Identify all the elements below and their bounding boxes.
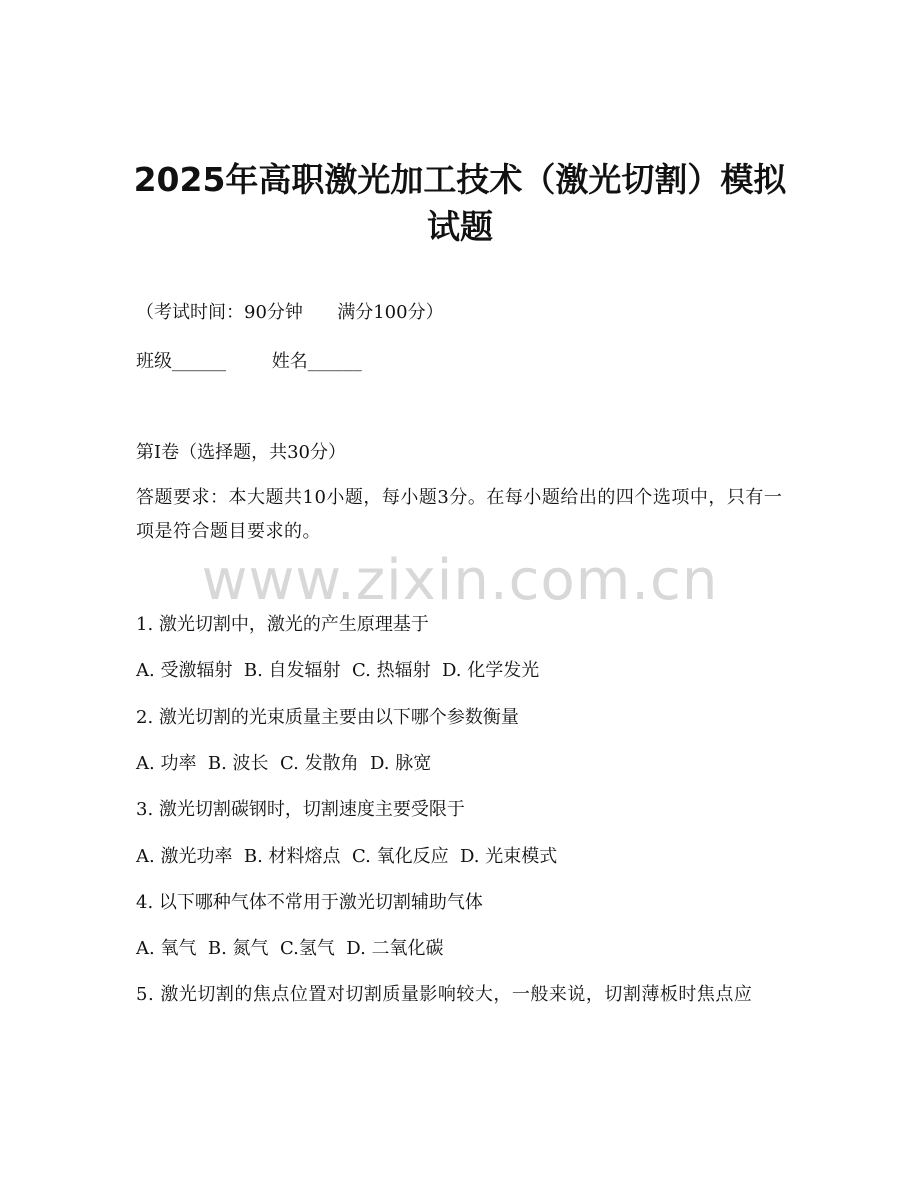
document-title-line-1: 2025年高职激光加工技术（激光切割）模拟 — [133, 160, 787, 199]
exam-time-score: （考试时间：90分钟 满分100分） — [136, 302, 444, 323]
question-1-options: A. 受激辐射 B. 自发辐射 C. 热辐射 D. 化学发光 — [136, 660, 540, 681]
question-4-stem: 4. 以下哪种气体不常用于激光切割辅助气体 — [136, 892, 483, 913]
document-title-line-2: 试题 — [427, 207, 493, 246]
question-1-stem: 1. 激光切割中，激光的产生原理基于 — [136, 614, 429, 635]
question-5-stem: 5. 激光切割的焦点位置对切割质量影响较大，一般来说，切割薄板时焦点应 — [136, 984, 753, 1005]
question-2-options: A. 功率 B. 波长 C. 发散角 D. 脉宽 — [136, 753, 432, 774]
section-instructions: 答题要求：本大题共10小题，每小题3分。在每小题给出的四个选项中，只有一项是符合题目要求的。 — [136, 487, 783, 542]
watermark: www.zixin.com.cn — [201, 548, 719, 613]
question-3-stem: 3. 激光切割碳钢时，切割速度主要受限于 — [136, 799, 465, 820]
class-name-fields: 班级______ 姓名______ — [136, 351, 362, 372]
section-heading: 第Ⅰ卷（选择题，共30分） — [136, 442, 347, 463]
question-4-options: A. 氧气 B. 氮气 C.氢气 D. 二氧化碳 — [136, 938, 444, 959]
question-2-stem: 2. 激光切割的光束质量主要由以下哪个参数衡量 — [136, 707, 519, 728]
question-3-options: A. 激光功率 B. 材料熔点 C. 氧化反应 D. 光束模式 — [136, 846, 558, 867]
